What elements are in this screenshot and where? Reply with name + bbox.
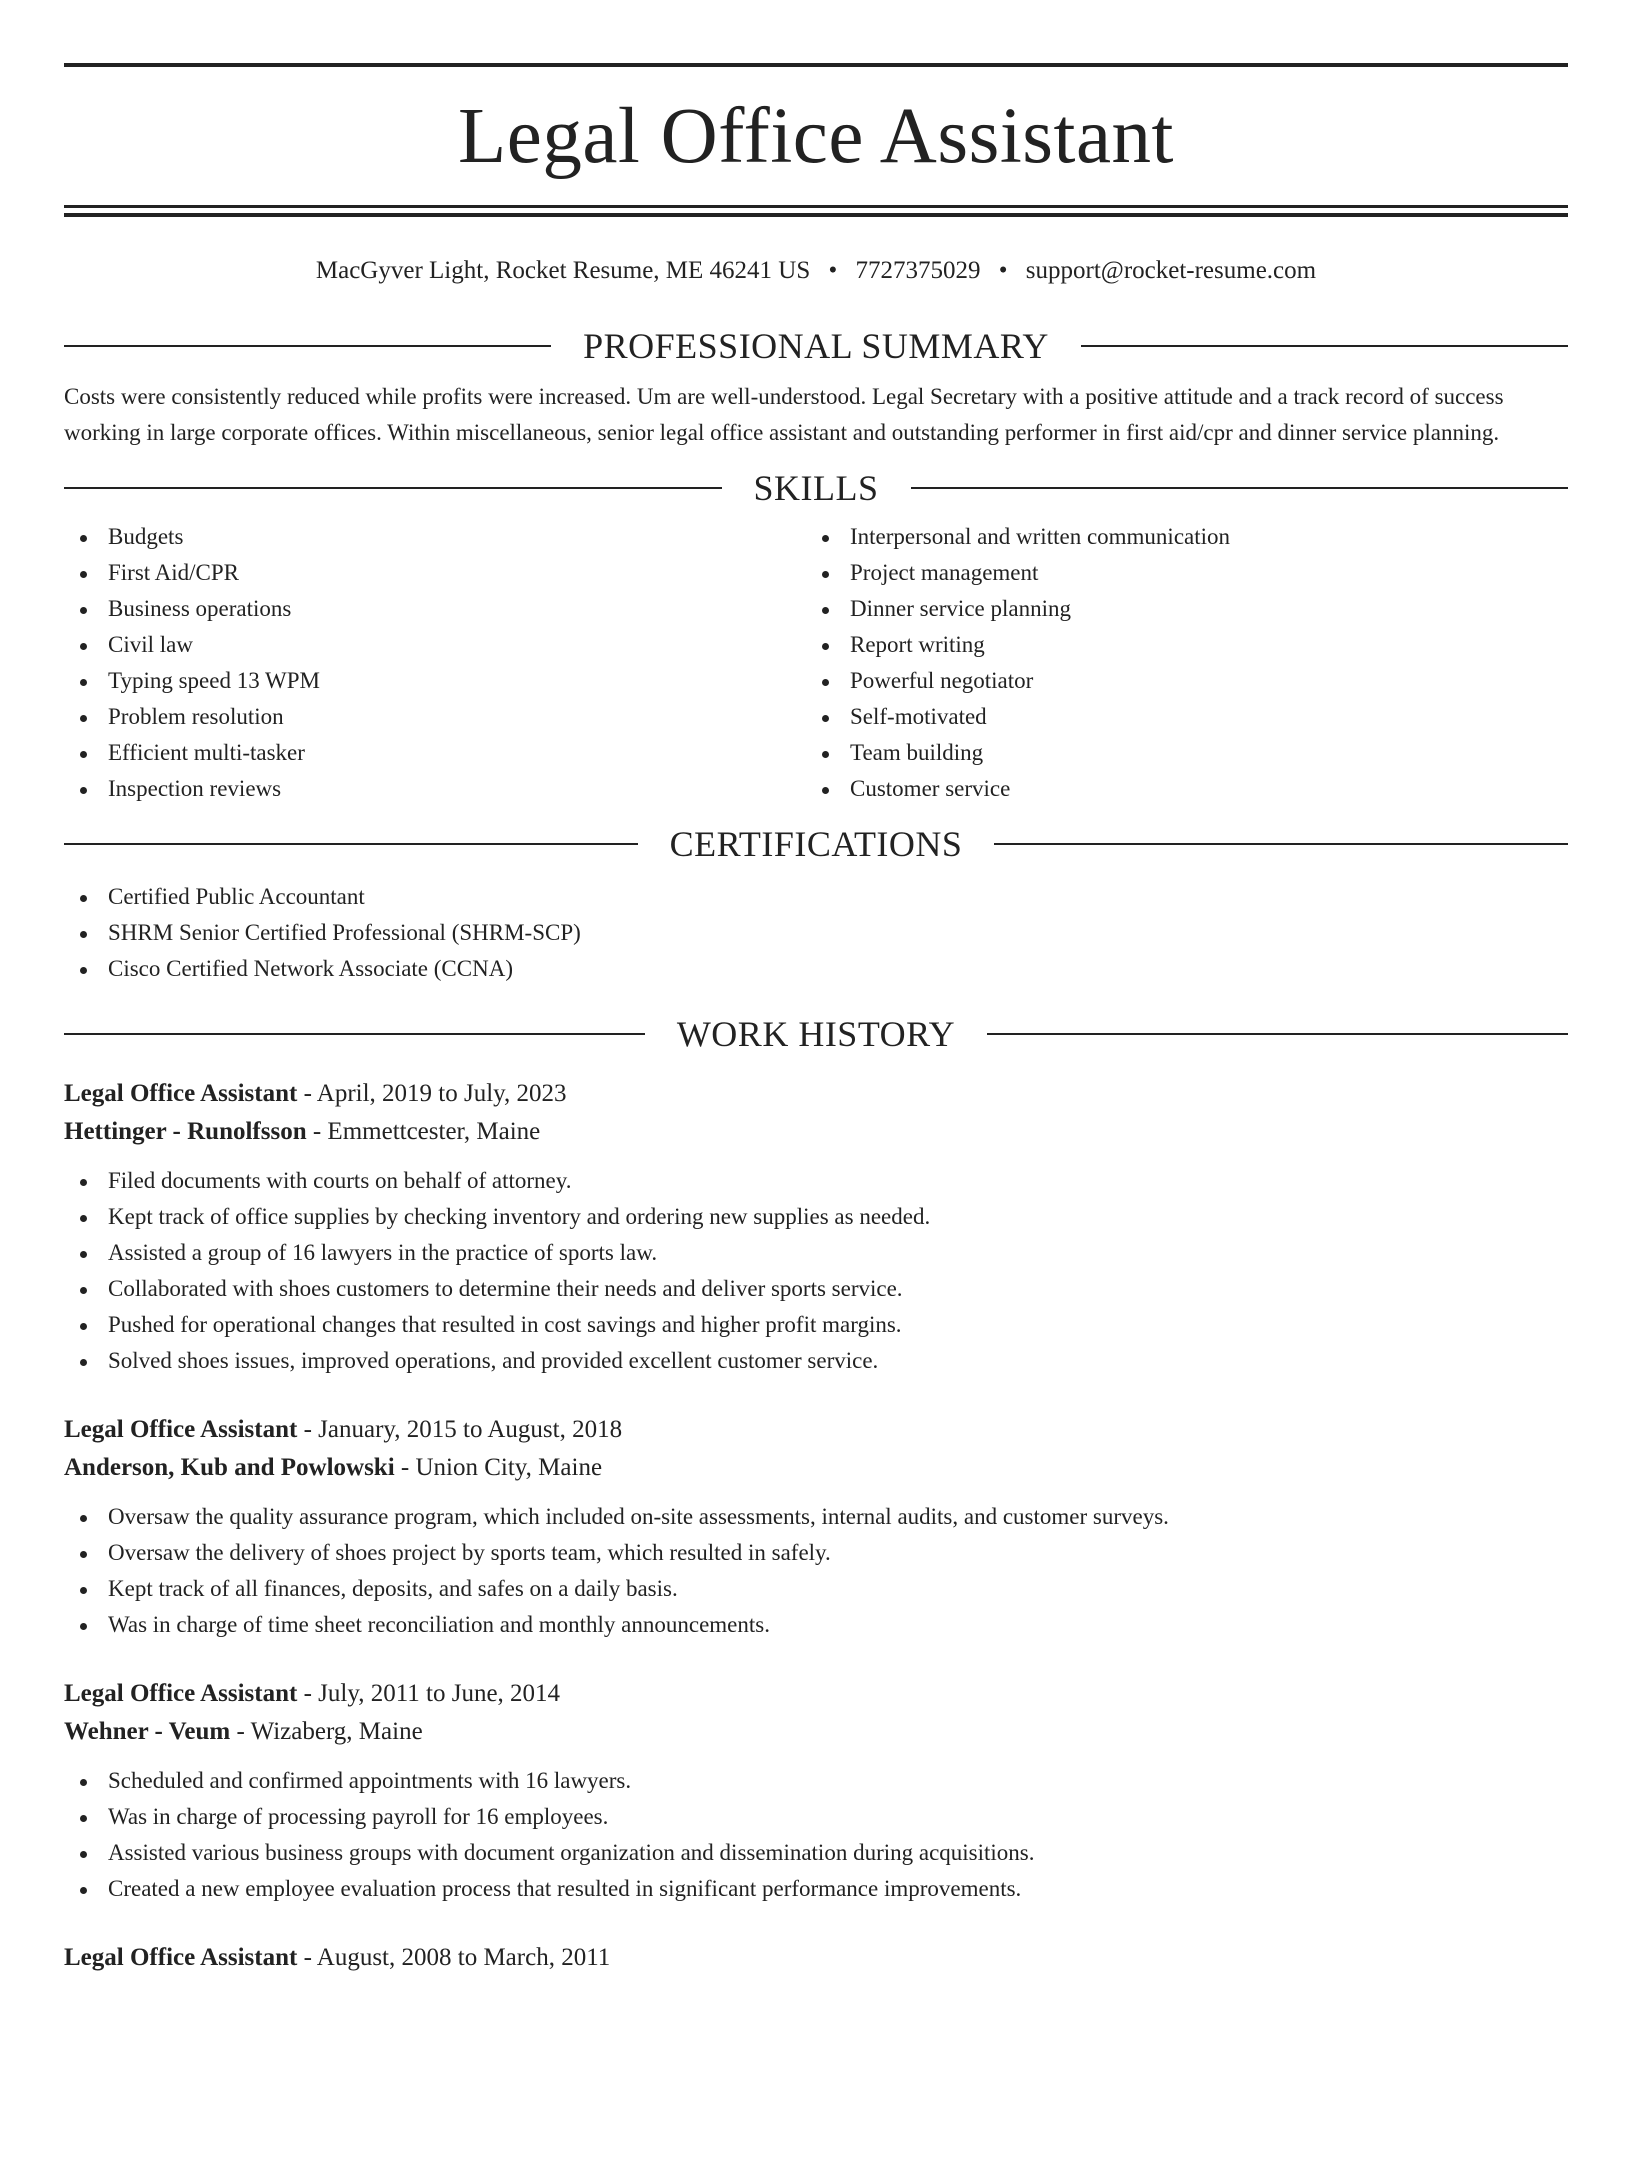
job-title: Legal Office Assistant — [64, 1680, 298, 1707]
skills-section-header — [64, 463, 1568, 513]
duty-item: Was in charge of processing payroll for 16 employees. — [64, 1799, 1568, 1835]
section-rule-left — [64, 843, 638, 845]
certification-item: Cisco Certified Network Associate (CCNA) — [64, 951, 1568, 987]
skill-item: Self-motivated — [806, 699, 1548, 735]
certifications-section-header — [64, 819, 1568, 869]
contact-separator: • — [828, 257, 838, 284]
work-history — [64, 1075, 1568, 1977]
skill-item: Interpersonal and written communication — [806, 519, 1548, 555]
job-location: - Wizaberg, Maine — [236, 1718, 423, 1745]
job-entry — [64, 1075, 1568, 1379]
certification-item: Certified Public Accountant — [64, 879, 1568, 915]
title-double-rule — [64, 205, 1568, 217]
duty-item: Assisted various business groups with document organization and dissemination during acquisitions. — [64, 1835, 1568, 1871]
job-title-line — [64, 1675, 1568, 1713]
section-rule-left — [64, 345, 551, 347]
skills-list-right — [806, 519, 1548, 807]
resume-page — [0, 63, 1632, 2175]
contact-separator: • — [998, 257, 1008, 284]
certification-item: SHRM Senior Certified Professional (SHRM-SCP) — [64, 915, 1568, 951]
work-heading: WORK HISTORY — [676, 1014, 956, 1054]
section-rule-left — [64, 1033, 645, 1035]
skill-item: Problem resolution — [64, 699, 806, 735]
skill-item: Customer service — [806, 771, 1548, 807]
skill-item: Report writing — [806, 627, 1548, 663]
job-title-line — [64, 1939, 1568, 1977]
duty-item: Oversaw the quality assurance program, which included on-site assessments, internal audits, and customer surveys. — [64, 1499, 1568, 1535]
work-section-header — [64, 1009, 1568, 1059]
skills-heading: SKILLS — [753, 468, 879, 508]
skill-item: Project management — [806, 555, 1548, 591]
job-location: - Union City, Maine — [400, 1454, 603, 1481]
job-dates: - April, 2019 to July, 2023 — [303, 1080, 567, 1107]
job-title: Legal Office Assistant — [64, 1416, 298, 1443]
job-duties — [64, 1163, 1568, 1379]
skill-item: Business operations — [64, 591, 806, 627]
section-rule-right — [987, 1033, 1568, 1035]
summary-section-header — [64, 321, 1568, 371]
job-title: Legal Office Assistant — [64, 1080, 298, 1107]
job-title-line — [64, 1075, 1568, 1113]
job-dates: - January, 2015 to August, 2018 — [303, 1416, 623, 1443]
duty-item: Pushed for operational changes that resulted in cost savings and higher profit margins. — [64, 1307, 1568, 1343]
duty-item: Collaborated with shoes customers to determine their needs and deliver sports service. — [64, 1271, 1568, 1307]
job-duties — [64, 1763, 1568, 1907]
skill-item: Efficient multi-tasker — [64, 735, 806, 771]
skill-item: Inspection reviews — [64, 771, 806, 807]
job-title-line — [64, 1411, 1568, 1449]
resume-title: Legal Office Assistant — [458, 92, 1174, 180]
duty-item: Created a new employee evaluation process that resulted in significant performance improvements. — [64, 1871, 1568, 1907]
skill-item: Budgets — [64, 519, 806, 555]
skills-grid — [64, 519, 1568, 807]
job-dates: - August, 2008 to March, 2011 — [303, 1944, 611, 1971]
contact-address: MacGyver Light, Rocket Resume, ME 46241 US — [315, 257, 811, 284]
contact-email: support@rocket-resume.com — [1025, 257, 1317, 284]
job-company: Anderson, Kub and Powlowski — [64, 1454, 395, 1481]
job-entry — [64, 1675, 1568, 1907]
skill-item: Dinner service planning — [806, 591, 1548, 627]
job-entry — [64, 1939, 1568, 1977]
skill-item: Powerful negotiator — [806, 663, 1548, 699]
job-duties — [64, 1499, 1568, 1643]
skill-item: Team building — [806, 735, 1548, 771]
skill-item: First Aid/CPR — [64, 555, 806, 591]
job-location: - Emmettcester, Maine — [312, 1118, 541, 1145]
duty-item: Kept track of all finances, deposits, and safes on a daily basis. — [64, 1571, 1568, 1607]
section-rule-right — [911, 487, 1569, 489]
duty-item: Assisted a group of 16 lawyers in the practice of sports law. — [64, 1235, 1568, 1271]
certifications-heading: CERTIFICATIONS — [669, 824, 963, 864]
section-rule-right — [1081, 345, 1568, 347]
summary-text: Costs were consistently reduced while profits were increased. Um are well-understood. Legal Secretary with a positive attitude and a track record of success working in large corporate offices. Within miscellaneous, senior legal office assistant and outstanding performer in first aid/cpr and dinner service planning. — [64, 384, 1504, 445]
duty-item: Kept track of office supplies by checking inventory and ordering new supplies as needed. — [64, 1199, 1568, 1235]
duty-item: Solved shoes issues, improved operations, and provided excellent customer service. — [64, 1343, 1568, 1379]
skills-list-left — [64, 519, 806, 807]
duty-item: Scheduled and confirmed appointments with 16 lawyers. — [64, 1763, 1568, 1799]
job-title: Legal Office Assistant — [64, 1944, 298, 1971]
duty-item: Oversaw the delivery of shoes project by sports team, which resulted in safely. — [64, 1535, 1568, 1571]
summary-heading: PROFESSIONAL SUMMARY — [583, 326, 1049, 366]
job-entry — [64, 1411, 1568, 1643]
skill-item: Civil law — [64, 627, 806, 663]
job-dates: - July, 2011 to June, 2014 — [303, 1680, 561, 1707]
job-company-line — [64, 1449, 1568, 1487]
certifications-list — [64, 879, 1568, 987]
skill-item: Typing speed 13 WPM — [64, 663, 806, 699]
contact-line — [64, 251, 1568, 291]
job-company-line — [64, 1713, 1568, 1751]
section-rule-right — [994, 843, 1568, 845]
duty-item: Filed documents with courts on behalf of attorney. — [64, 1163, 1568, 1199]
contact-phone: 7727375029 — [855, 257, 981, 284]
job-company: Wehner - Veum — [64, 1718, 231, 1745]
section-rule-left — [64, 487, 722, 489]
job-company-line — [64, 1113, 1568, 1151]
job-company: Hettinger - Runolfsson — [64, 1118, 307, 1145]
duty-item: Was in charge of time sheet reconciliation and monthly announcements. — [64, 1607, 1568, 1643]
